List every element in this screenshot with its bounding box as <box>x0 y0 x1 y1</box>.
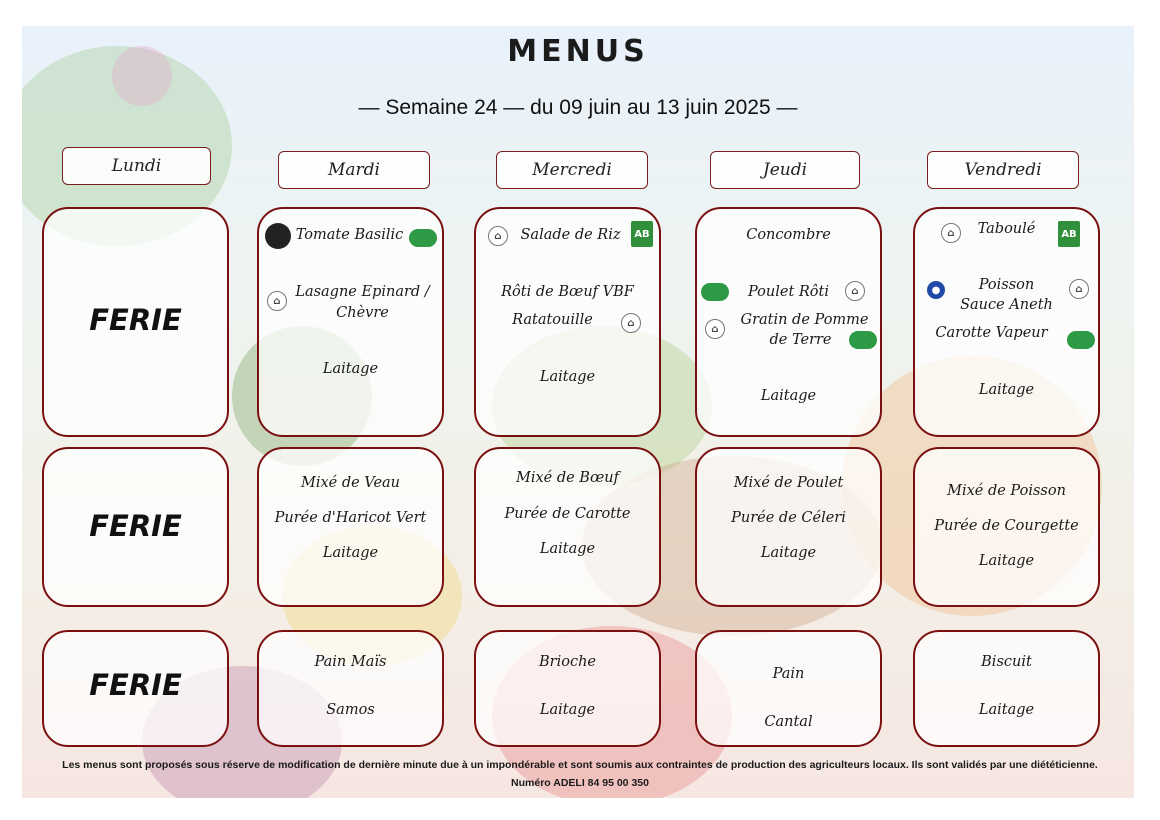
label-vert-icon <box>849 331 877 349</box>
menu-item: Purée d'Haricot Vert <box>274 510 427 526</box>
menu-item: Mixé de Poisson <box>947 483 1066 499</box>
menu-item: Purée de Céleri <box>731 510 846 526</box>
ferie-label: FERIE <box>89 668 182 702</box>
menu-item: Mixé de Veau <box>300 475 401 491</box>
day-header-mercredi: Mercredi <box>496 151 648 189</box>
menu-item: Sauce Aneth <box>960 297 1053 313</box>
menu-item: Laitage <box>760 545 817 561</box>
menu-item: Laitage <box>978 382 1035 398</box>
menu-item: Laitage <box>760 388 817 404</box>
ferie-label: FERIE <box>89 509 182 543</box>
mixed-cell-jeudi <box>695 447 882 607</box>
menu-item: Laitage <box>322 361 379 377</box>
mixed-cell-lundi <box>42 447 229 607</box>
footer-disclaimer: Les menus sont proposés sous réserve de modification de dernière minute due à un impondérable et sont soumis aux contraintes de production des agriculteurs locaux. Ils sont validés par une diététicienne. <box>62 759 1098 771</box>
snack-cell-jeudi <box>695 630 882 747</box>
organic-ab-icon: AB <box>631 221 653 247</box>
lunch-cell-mardi <box>257 207 444 437</box>
organic-ab-icon: AB <box>1058 221 1080 247</box>
menu-item: Mixé de Poulet <box>733 475 844 491</box>
menu-item: Rôti de Bœuf VBF <box>501 284 634 300</box>
lunch-cell-mercredi <box>474 207 661 437</box>
ferie-label: FERIE <box>89 303 182 337</box>
local-producer-icon: ⌂ <box>845 281 865 301</box>
local-producer-icon: ⌂ <box>621 313 641 333</box>
menu-item: Concombre <box>746 227 831 243</box>
snack-cell-vendredi <box>913 630 1100 747</box>
menu-item: Taboulé <box>977 221 1036 237</box>
label-vert-icon <box>409 229 437 247</box>
label-vert-icon <box>1067 331 1095 349</box>
menu-item: Gratin de Pomme <box>740 312 869 328</box>
local-producer-icon: ⌂ <box>488 226 508 246</box>
menu-item: Mixé de Bœuf <box>515 470 620 486</box>
local-producer-icon: ⌂ <box>267 291 287 311</box>
menu-item: Laitage <box>322 545 379 561</box>
mixed-cell-mardi <box>257 447 444 607</box>
menu-item: Pain <box>772 666 805 682</box>
menu-item: Biscuit <box>981 654 1032 670</box>
week-subtitle: — Semaine 24 — du 09 juin au 13 juin 2025 — <box>358 96 798 119</box>
day-header-lundi: Lundi <box>62 147 211 185</box>
menu-item: Ratatouille <box>512 312 593 328</box>
menu-item: Salade de Riz <box>520 227 621 243</box>
menu-item: Cantal <box>764 714 813 730</box>
menu-sheet <box>22 26 1134 798</box>
menu-item: Chèvre <box>336 305 389 321</box>
menu-item: Poulet Rôti <box>747 284 829 300</box>
snack-cell-lundi <box>42 630 229 747</box>
menu-item: Laitage <box>978 553 1035 569</box>
mixed-cell-vendredi <box>913 447 1100 607</box>
menu-item: Laitage <box>978 702 1035 718</box>
day-header-jeudi: Jeudi <box>710 151 860 189</box>
menu-item: Lasagne Epinard / <box>295 284 430 300</box>
menu-item: Samos <box>326 702 375 718</box>
menu-item: Purée de Carotte <box>504 506 631 522</box>
menu-item: Poisson <box>978 277 1035 293</box>
lunch-cell-vendredi <box>913 207 1100 437</box>
menu-item: de Terre <box>769 332 832 348</box>
lunch-cell-jeudi <box>695 207 882 437</box>
menu-item: Brioche <box>539 654 596 670</box>
local-producer-icon: ⌂ <box>941 223 961 243</box>
snack-cell-mardi <box>257 630 444 747</box>
menu-item: Pain Maïs <box>314 654 387 670</box>
footer-adeli-number: Numéro ADELI 84 95 00 350 <box>511 777 649 789</box>
lunch-cell-lundi <box>42 207 229 437</box>
menu-item: Purée de Courgette <box>934 518 1079 534</box>
menu-item: Laitage <box>539 702 596 718</box>
menu-item: Laitage <box>539 369 596 385</box>
menu-item: Tomate Basilic <box>295 227 404 243</box>
menu-item: Laitage <box>539 541 596 557</box>
local-producer-icon: ⌂ <box>705 319 725 339</box>
local-producer-icon: ⌂ <box>1069 279 1089 299</box>
snack-cell-mercredi <box>474 630 661 747</box>
day-header-mardi: Mardi <box>278 151 430 189</box>
day-header-vendredi: Vendredi <box>927 151 1079 189</box>
fish-label-icon: ● <box>927 281 945 299</box>
page-title: MENUS <box>507 34 649 69</box>
mixed-cell-mercredi <box>474 447 661 607</box>
menu-item: Carotte Vapeur <box>935 325 1048 341</box>
